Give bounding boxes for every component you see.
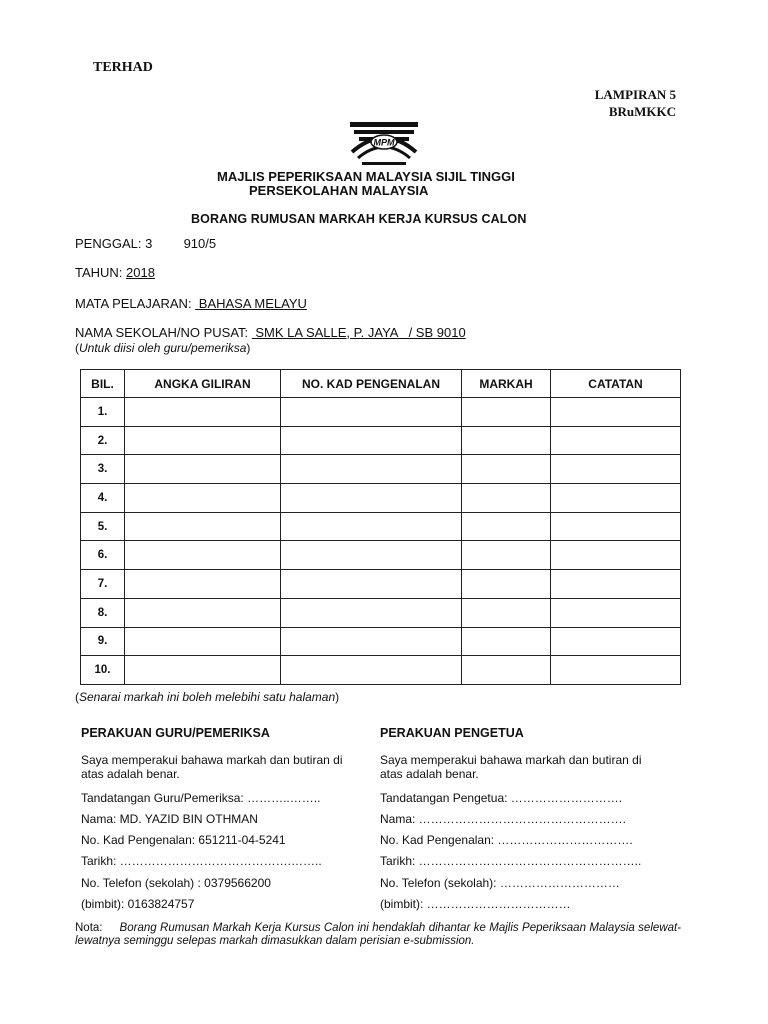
kad-pengenalan-cell[interactable] bbox=[281, 627, 462, 656]
markah-cell[interactable] bbox=[462, 656, 551, 685]
table-row bbox=[81, 426, 681, 455]
catatan-cell[interactable] bbox=[551, 598, 681, 627]
table-row bbox=[81, 656, 681, 685]
col-bil: BIL. bbox=[81, 370, 125, 398]
teacher-signature: Tandatangan Guru/Pemeriksa: ………..…….. bbox=[81, 791, 321, 805]
markah-cell[interactable] bbox=[462, 398, 551, 427]
kad-pengenalan-cell[interactable] bbox=[281, 570, 462, 599]
teacher-declaration-line-2: atas adalah benar. bbox=[81, 767, 180, 781]
principal-name: Nama: ……………………………………………. bbox=[380, 812, 627, 826]
markah-cell[interactable] bbox=[462, 455, 551, 484]
row-number: 1. bbox=[81, 398, 125, 427]
table-row bbox=[81, 398, 681, 427]
principal-declaration-line-2: atas adalah benar. bbox=[380, 767, 479, 781]
nota-text: Borang Rumusan Markah Kerja Kursus Calon ini hendaklah dihantar ke Majlis Peperiksaan Malaysia selewat-lewatnya seminggu selepas markah dimasukkan dalam perisian e-submission. bbox=[75, 922, 681, 947]
markah-cell[interactable] bbox=[462, 426, 551, 455]
angka-giliran-cell[interactable] bbox=[125, 426, 281, 455]
col-kad-pengenalan: NO. KAD PENGENALAN bbox=[281, 370, 462, 398]
principal-heading: PERAKUAN PENGETUA bbox=[380, 726, 524, 740]
principal-declaration bbox=[380, 726, 641, 781]
logo-text: MPM bbox=[373, 137, 395, 148]
teacher-heading: PERAKUAN GURU/PEMERIKSA bbox=[81, 726, 270, 740]
angka-giliran-cell[interactable] bbox=[125, 541, 281, 570]
angka-giliran-cell[interactable] bbox=[125, 455, 281, 484]
markah-cell[interactable] bbox=[462, 570, 551, 599]
row-number: 7. bbox=[81, 570, 125, 599]
tahun-field bbox=[75, 265, 155, 280]
row-number: 5. bbox=[81, 512, 125, 541]
row-number: 10. bbox=[81, 656, 125, 685]
paper-code: 910/5 bbox=[183, 236, 217, 251]
footnote-close: ) bbox=[335, 690, 340, 704]
catatan-cell[interactable] bbox=[551, 627, 681, 656]
fill-note bbox=[75, 341, 250, 355]
teacher-ic: No. Kad Pengenalan: 651211-04-5241 bbox=[81, 833, 286, 847]
teacher-phone-mobile: (bimbit): 0163824757 bbox=[81, 897, 195, 911]
markah-cell[interactable] bbox=[462, 484, 551, 513]
angka-giliran-cell[interactable] bbox=[125, 656, 281, 685]
row-number: 9. bbox=[81, 627, 125, 656]
kad-pengenalan-cell[interactable] bbox=[281, 541, 462, 570]
catatan-cell[interactable] bbox=[551, 398, 681, 427]
principal-ic: No. Kad Pengenalan: ……………………………. bbox=[380, 833, 633, 847]
kad-pengenalan-cell[interactable] bbox=[281, 512, 462, 541]
principal-date: Tarikh: ……………………………………………….. bbox=[380, 854, 642, 868]
teacher-declaration bbox=[81, 726, 342, 781]
teacher-name: Nama: MD. YAZID BIN OTHMAN bbox=[81, 812, 258, 826]
angka-giliran-cell[interactable] bbox=[125, 627, 281, 656]
catatan-cell[interactable] bbox=[551, 570, 681, 599]
school-label: NAMA SEKOLAH/NO PUSAT: bbox=[75, 325, 252, 340]
footnote-text: Senarai markah ini boleh melebihi satu halaman bbox=[79, 690, 336, 704]
kad-pengenalan-cell[interactable] bbox=[281, 656, 462, 685]
table-row bbox=[81, 627, 681, 656]
row-number: 6. bbox=[81, 541, 125, 570]
principal-declaration-line-1: Saya memperakui bahawa markah dan butiran di bbox=[380, 753, 642, 767]
markah-cell[interactable] bbox=[462, 512, 551, 541]
attachment-label: LAMPIRAN 5 bbox=[594, 87, 676, 102]
principal-phone-mobile: (bimbit): ……………………………… bbox=[380, 897, 571, 911]
subject-field bbox=[75, 296, 307, 311]
classification-label: TERHAD bbox=[93, 60, 153, 75]
table-header-row bbox=[81, 370, 681, 398]
subject-label: MATA PELAJARAN: bbox=[75, 296, 196, 311]
teacher-declaration-line-1: Saya memperakui bahawa markah dan butiran di bbox=[81, 753, 343, 767]
table-row bbox=[81, 598, 681, 627]
mpm-logo-icon bbox=[350, 118, 418, 170]
nota-block bbox=[75, 922, 681, 948]
table-row bbox=[81, 512, 681, 541]
penggal-label: PENGGAL: 3 bbox=[75, 236, 153, 251]
kad-pengenalan-cell[interactable] bbox=[281, 455, 462, 484]
catatan-cell[interactable] bbox=[551, 455, 681, 484]
col-angka-giliran: ANGKA GILIRAN bbox=[125, 370, 281, 398]
penggal-field bbox=[75, 236, 216, 251]
row-number: 4. bbox=[81, 484, 125, 513]
table-footnote bbox=[75, 690, 339, 704]
angka-giliran-cell[interactable] bbox=[125, 512, 281, 541]
col-markah: MARKAH bbox=[462, 370, 551, 398]
table-row bbox=[81, 570, 681, 599]
markah-cell[interactable] bbox=[462, 627, 551, 656]
nota-label: Nota: bbox=[75, 922, 103, 934]
teacher-phone-school: No. Telefon (sekolah) : 0379566200 bbox=[81, 876, 271, 890]
marks-table bbox=[80, 369, 681, 685]
angka-giliran-cell[interactable] bbox=[125, 398, 281, 427]
kad-pengenalan-cell[interactable] bbox=[281, 398, 462, 427]
principal-signature: Tandatangan Pengetua: ………………………. bbox=[380, 791, 623, 805]
tahun-value: 2018 bbox=[126, 265, 155, 280]
table-row bbox=[81, 455, 681, 484]
markah-cell[interactable] bbox=[462, 541, 551, 570]
fill-note-text: Untuk diisi oleh guru/pemeriksa bbox=[79, 341, 247, 355]
subject-value: BAHASA MELAYU bbox=[195, 296, 307, 311]
catatan-cell[interactable] bbox=[551, 656, 681, 685]
fill-note-close: ) bbox=[246, 341, 251, 355]
fill-note-open: ( bbox=[75, 341, 79, 355]
table-row bbox=[81, 541, 681, 570]
attachment-block bbox=[595, 86, 676, 120]
org-line-2: PERSEKOLAHAN MALAYSIA bbox=[249, 183, 429, 198]
kad-pengenalan-cell[interactable] bbox=[281, 598, 462, 627]
school-field bbox=[75, 325, 466, 340]
form-title: BORANG RUMUSAN MARKAH KERJA KURSUS CALON bbox=[191, 212, 527, 226]
footnote-open: ( bbox=[75, 690, 79, 704]
form-code: BRuMKKC bbox=[608, 104, 676, 119]
principal-phone-school: No. Telefon (sekolah): ………………………… bbox=[380, 876, 620, 890]
table-row bbox=[81, 484, 681, 513]
markah-cell[interactable] bbox=[462, 598, 551, 627]
teacher-date: Tarikh: …………………………………….…….. bbox=[81, 854, 322, 868]
tahun-label: TAHUN: bbox=[75, 265, 127, 280]
catatan-cell[interactable] bbox=[551, 541, 681, 570]
row-number: 2. bbox=[81, 426, 125, 455]
catatan-cell[interactable] bbox=[551, 512, 681, 541]
org-line-1: MAJLIS PEPERIKSAAN MALAYSIA SIJIL TINGGI bbox=[217, 169, 515, 184]
col-catatan: CATATAN bbox=[551, 370, 681, 398]
angka-giliran-cell[interactable] bbox=[125, 570, 281, 599]
kad-pengenalan-cell[interactable] bbox=[281, 426, 462, 455]
catatan-cell[interactable] bbox=[551, 426, 681, 455]
organisation-name bbox=[217, 170, 515, 198]
angka-giliran-cell[interactable] bbox=[125, 598, 281, 627]
school-value: SMK LA SALLE, P. JAYA / SB 9010 bbox=[251, 325, 466, 340]
row-number: 8. bbox=[81, 598, 125, 627]
row-number: 3. bbox=[81, 455, 125, 484]
angka-giliran-cell[interactable] bbox=[125, 484, 281, 513]
kad-pengenalan-cell[interactable] bbox=[281, 484, 462, 513]
catatan-cell[interactable] bbox=[551, 484, 681, 513]
